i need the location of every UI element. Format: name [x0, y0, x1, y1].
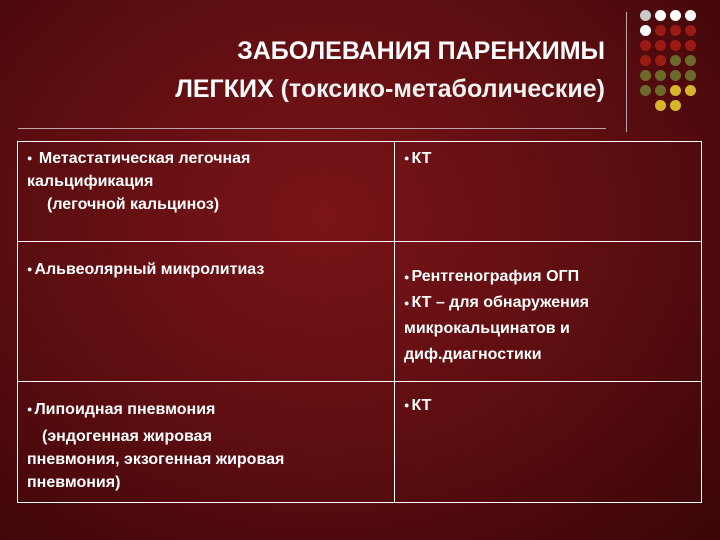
- decor-dot: [655, 100, 666, 111]
- bullet-icon: ●: [404, 153, 410, 164]
- cell-text: Липоидная пневмония: [34, 401, 216, 418]
- title-subtitle: (токсико-метаболические): [280, 75, 605, 103]
- bullet-icon: ●: [404, 272, 410, 282]
- decor-dot: [655, 40, 666, 51]
- decor-dot: [685, 25, 696, 36]
- decor-dot: [655, 85, 666, 96]
- decor-dot: [655, 70, 666, 81]
- table-cell-disease: [18, 242, 395, 382]
- slide-title: [40, 32, 605, 108]
- table-row: [18, 142, 702, 242]
- table-cell-disease: [18, 382, 395, 503]
- decor-dot: [670, 70, 681, 81]
- decor-dot: [655, 25, 666, 36]
- decor-dot: [640, 40, 651, 51]
- table-cell-disease: [18, 142, 395, 242]
- table-cell-method: [395, 382, 702, 503]
- decor-dot: [640, 70, 651, 81]
- bullet-icon: ●: [27, 153, 33, 164]
- decor-horizontal-line: [18, 128, 606, 129]
- decor-dot: [670, 40, 681, 51]
- decor-dot: [640, 25, 651, 36]
- decor-dot: [670, 10, 681, 21]
- title-line-1: ЗАБОЛЕВАНИЯ ПАРЕНХИМЫ: [237, 37, 605, 65]
- table-cell-method: [395, 142, 702, 242]
- title-main: ЛЕГКИХ: [175, 75, 274, 103]
- cell-text: КТ: [411, 397, 432, 414]
- bullet-icon: ●: [404, 400, 410, 411]
- decor-dot: [655, 55, 666, 66]
- disease-table: [17, 141, 702, 503]
- decor-dot: [685, 40, 696, 51]
- cell-text: микрокальцинатов и: [404, 320, 570, 338]
- table-cell-method: [395, 242, 702, 382]
- decor-dot: [670, 55, 681, 66]
- decor-dot: [670, 85, 681, 96]
- title-line-2: [40, 70, 605, 108]
- cell-text: пневмония, экзогенная жировая: [27, 451, 285, 469]
- decor-dot: [640, 55, 651, 66]
- decor-dot: [685, 10, 696, 21]
- cell-text: диф.диагностики: [404, 346, 542, 364]
- cell-text: (эндогенная жировая: [42, 428, 212, 446]
- decor-dot: [685, 70, 696, 81]
- cell-text: кальцификация: [27, 173, 154, 191]
- decor-vertical-line: [626, 12, 627, 132]
- decor-dot: [655, 10, 666, 21]
- table-row: [18, 242, 702, 382]
- cell-text: пневмония): [27, 474, 121, 492]
- bullet-icon: ●: [27, 264, 33, 275]
- decor-dot: [640, 85, 651, 96]
- cell-text: КТ: [411, 150, 432, 167]
- decor-dot: [640, 10, 651, 21]
- cell-text: (легочной кальциноз): [47, 196, 220, 214]
- decor-dot: [685, 85, 696, 96]
- decor-dot: [670, 100, 681, 111]
- cell-text: Альвеолярный микролитиаз: [34, 261, 265, 278]
- cell-text: Рентгенография ОГП: [411, 268, 580, 286]
- decor-dot: [685, 55, 696, 66]
- table-row: [18, 382, 702, 503]
- bullet-icon: ●: [404, 298, 410, 309]
- cell-text: КТ – для обнаружения: [411, 294, 590, 312]
- decor-dot: [670, 25, 681, 36]
- cell-text: Метастатическая легочная: [38, 150, 251, 167]
- bullet-icon: ●: [27, 404, 33, 415]
